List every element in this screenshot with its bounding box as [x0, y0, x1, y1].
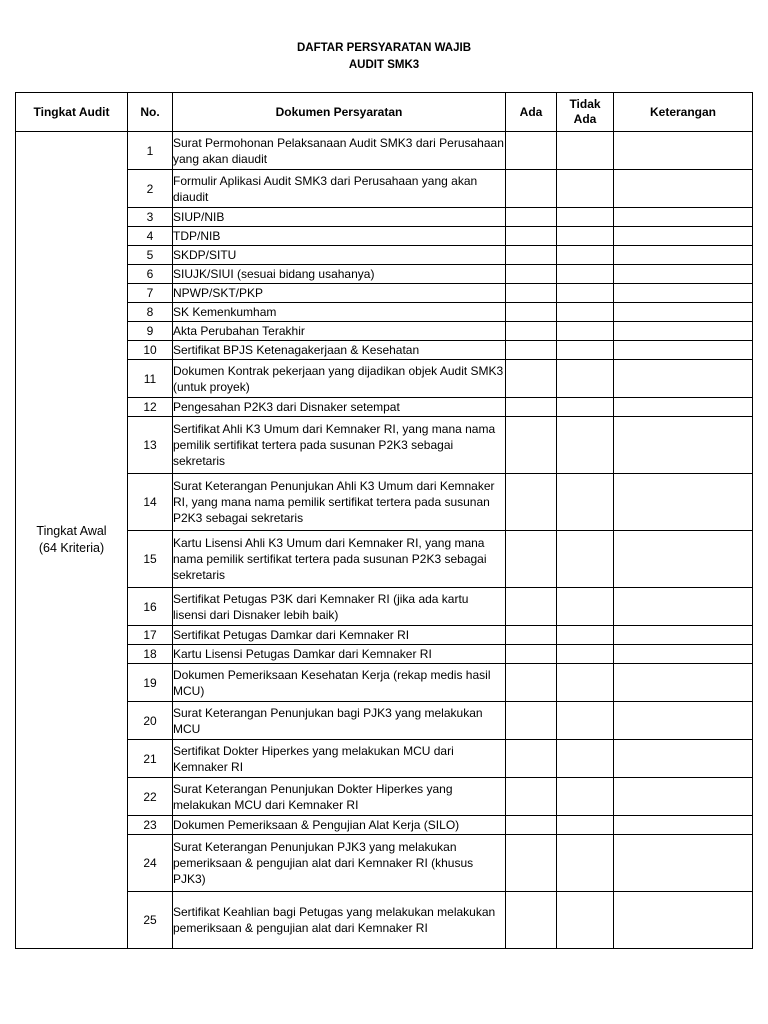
row-document: Surat Keterangan Penunjukan PJK3 yang melakukan pemeriksaan & pengujian alat dari Kemnaker RI (khusus PJK3): [173, 835, 506, 892]
keterangan-cell[interactable]: [614, 398, 753, 417]
keterangan-cell[interactable]: [614, 360, 753, 398]
keterangan-cell[interactable]: [614, 265, 753, 284]
ada-cell[interactable]: [506, 303, 557, 322]
document-title: [0, 40, 768, 74]
keterangan-cell[interactable]: [614, 322, 753, 341]
row-number: 15: [128, 531, 173, 588]
row-number: 12: [128, 398, 173, 417]
tidak-ada-cell[interactable]: [557, 360, 614, 398]
keterangan-cell[interactable]: [614, 626, 753, 645]
keterangan-cell[interactable]: [614, 835, 753, 892]
tidak-ada-cell[interactable]: [557, 626, 614, 645]
row-number: 25: [128, 892, 173, 949]
keterangan-cell[interactable]: [614, 284, 753, 303]
ada-cell[interactable]: [506, 322, 557, 341]
ada-cell[interactable]: [506, 588, 557, 626]
ada-cell[interactable]: [506, 170, 557, 208]
ada-cell[interactable]: [506, 246, 557, 265]
keterangan-cell[interactable]: [614, 227, 753, 246]
header-keterangan: Keterangan: [614, 93, 753, 132]
row-document: SIUP/NIB: [173, 208, 506, 227]
tidak-ada-cell[interactable]: [557, 398, 614, 417]
row-document: Sertifikat Petugas P3K dari Kemnaker RI (jika ada kartu lisensi dari Disnaker lebih baik): [173, 588, 506, 626]
ada-cell[interactable]: [506, 740, 557, 778]
row-document: Surat Keterangan Penunjukan bagi PJK3 yang melakukan MCU: [173, 702, 506, 740]
row-number: 8: [128, 303, 173, 322]
tidak-ada-cell[interactable]: [557, 322, 614, 341]
row-number: 5: [128, 246, 173, 265]
tidak-ada-cell[interactable]: [557, 246, 614, 265]
tidak-ada-cell[interactable]: [557, 588, 614, 626]
header-document: Dokumen Persyaratan: [173, 93, 506, 132]
keterangan-cell[interactable]: [614, 474, 753, 531]
keterangan-cell[interactable]: [614, 170, 753, 208]
row-number: 4: [128, 227, 173, 246]
row-document: Surat Keterangan Penunjukan Ahli K3 Umum dari Kemnaker RI, yang mana nama pemilik sertifikat tertera pada susunan P2K3 sebagai sekretaris: [173, 474, 506, 531]
ada-cell[interactable]: [506, 208, 557, 227]
tidak-ada-cell[interactable]: [557, 645, 614, 664]
ada-cell[interactable]: [506, 417, 557, 474]
ada-cell[interactable]: [506, 284, 557, 303]
keterangan-cell[interactable]: [614, 531, 753, 588]
tidak-ada-cell[interactable]: [557, 778, 614, 816]
tidak-ada-cell[interactable]: [557, 816, 614, 835]
ada-cell[interactable]: [506, 360, 557, 398]
tidak-ada-cell[interactable]: [557, 227, 614, 246]
audit-level-criteria: (64 Kriteria): [38, 541, 105, 555]
audit-level-cell: [16, 132, 128, 949]
keterangan-cell[interactable]: [614, 892, 753, 949]
keterangan-cell[interactable]: [614, 702, 753, 740]
row-number: 13: [128, 417, 173, 474]
row-document: NPWP/SKT/PKP: [173, 284, 506, 303]
row-document: SIUJK/SIUI (sesuai bidang usahanya): [173, 265, 506, 284]
row-document: SKDP/SITU: [173, 246, 506, 265]
keterangan-cell[interactable]: [614, 303, 753, 322]
tidak-ada-cell[interactable]: [557, 303, 614, 322]
row-number: 21: [128, 740, 173, 778]
row-number: 6: [128, 265, 173, 284]
row-document: Kartu Lisensi Ahli K3 Umum dari Kemnaker RI, yang mana nama pemilik sertifikat tertera pada susunan P2K3 sebagai sekretaris: [173, 531, 506, 588]
tidak-ada-cell[interactable]: [557, 702, 614, 740]
table-body: [16, 132, 753, 949]
row-document: TDP/NIB: [173, 227, 506, 246]
row-document: SK Kemenkumham: [173, 303, 506, 322]
row-document: Surat Keterangan Penunjukan Dokter Hiperkes yang melakukan MCU dari Kemnaker RI: [173, 778, 506, 816]
header-row: [16, 93, 753, 132]
row-number: 20: [128, 702, 173, 740]
ada-cell[interactable]: [506, 892, 557, 949]
ada-cell[interactable]: [506, 132, 557, 170]
tidak-ada-cell[interactable]: [557, 892, 614, 949]
ada-cell[interactable]: [506, 626, 557, 645]
row-number: 11: [128, 360, 173, 398]
keterangan-cell[interactable]: [614, 132, 753, 170]
ada-cell[interactable]: [506, 816, 557, 835]
ada-cell[interactable]: [506, 398, 557, 417]
ada-cell[interactable]: [506, 265, 557, 284]
tidak-ada-cell[interactable]: [557, 284, 614, 303]
row-document: Sertifikat BPJS Ketenagakerjaan & Kesehatan: [173, 341, 506, 360]
tidak-ada-cell[interactable]: [557, 170, 614, 208]
keterangan-cell[interactable]: [614, 778, 753, 816]
row-document: Kartu Lisensi Petugas Damkar dari Kemnaker RI: [173, 645, 506, 664]
header-level: Tingkat Audit: [16, 93, 128, 132]
keterangan-cell[interactable]: [614, 588, 753, 626]
tidak-ada-cell[interactable]: [557, 835, 614, 892]
row-number: 16: [128, 588, 173, 626]
title-line-2: AUDIT SMK3: [348, 59, 420, 71]
header-tidak-ada: Tidak Ada: [557, 93, 614, 132]
tidak-ada-cell[interactable]: [557, 341, 614, 360]
keterangan-cell[interactable]: [614, 740, 753, 778]
keterangan-cell[interactable]: [614, 341, 753, 360]
keterangan-cell[interactable]: [614, 208, 753, 227]
row-document: Sertifikat Dokter Hiperkes yang melakukan MCU dari Kemnaker RI: [173, 740, 506, 778]
ada-cell[interactable]: [506, 341, 557, 360]
row-document: Formulir Aplikasi Audit SMK3 dari Perusahaan yang akan diaudit: [173, 170, 506, 208]
row-number: 7: [128, 284, 173, 303]
header-no: No.: [128, 93, 173, 132]
row-number: 9: [128, 322, 173, 341]
keterangan-cell[interactable]: [614, 246, 753, 265]
ada-cell[interactable]: [506, 531, 557, 588]
table-row: [16, 132, 753, 170]
requirements-table: [15, 92, 753, 949]
ada-cell[interactable]: [506, 645, 557, 664]
tidak-ada-cell[interactable]: [557, 531, 614, 588]
row-number: 24: [128, 835, 173, 892]
row-document: Sertifikat Keahlian bagi Petugas yang melakukan melakukan pemeriksaan & pengujian alat dari Kemnaker RI: [173, 892, 506, 949]
tidak-ada-cell[interactable]: [557, 417, 614, 474]
row-document: Dokumen Pemeriksaan Kesehatan Kerja (rekap medis hasil MCU): [173, 664, 506, 702]
row-document: Akta Perubahan Terakhir: [173, 322, 506, 341]
row-number: 10: [128, 341, 173, 360]
title-line-1: DAFTAR PERSYARATAN WAJIB: [297, 42, 471, 54]
row-document: Sertifikat Petugas Damkar dari Kemnaker RI: [173, 626, 506, 645]
ada-cell[interactable]: [506, 702, 557, 740]
row-document: Dokumen Pemeriksaan & Pengujian Alat Kerja (SILO): [173, 816, 506, 835]
keterangan-cell[interactable]: [614, 664, 753, 702]
row-number: 19: [128, 664, 173, 702]
ada-cell[interactable]: [506, 227, 557, 246]
row-document: Dokumen Kontrak pekerjaan yang dijadikan objek Audit SMK3 (untuk proyek): [173, 360, 506, 398]
row-document: Pengesahan P2K3 dari Disnaker setempat: [173, 398, 506, 417]
tidak-ada-cell[interactable]: [557, 132, 614, 170]
tidak-ada-cell[interactable]: [557, 664, 614, 702]
ada-cell[interactable]: [506, 474, 557, 531]
row-document: Surat Permohonan Pelaksanaan Audit SMK3 dari Perusahaan yang akan diaudit: [173, 132, 506, 170]
row-number: 2: [128, 170, 173, 208]
row-number: 23: [128, 816, 173, 835]
audit-level-name: Tingkat Awal: [36, 524, 107, 538]
tidak-ada-cell[interactable]: [557, 740, 614, 778]
row-number: 1: [128, 132, 173, 170]
header-ada: Ada: [506, 93, 557, 132]
keterangan-cell[interactable]: [614, 816, 753, 835]
row-number: 18: [128, 645, 173, 664]
keterangan-cell[interactable]: [614, 645, 753, 664]
tidak-ada-cell[interactable]: [557, 208, 614, 227]
row-number: 14: [128, 474, 173, 531]
ada-cell[interactable]: [506, 835, 557, 892]
keterangan-cell[interactable]: [614, 417, 753, 474]
row-document: Sertifikat Ahli K3 Umum dari Kemnaker RI, yang mana nama pemilik sertifikat tertera pada susunan P2K3 sebagai sekretaris: [173, 417, 506, 474]
tidak-ada-cell[interactable]: [557, 474, 614, 531]
ada-cell[interactable]: [506, 778, 557, 816]
row-number: 3: [128, 208, 173, 227]
row-number: 17: [128, 626, 173, 645]
tidak-ada-cell[interactable]: [557, 265, 614, 284]
row-number: 22: [128, 778, 173, 816]
ada-cell[interactable]: [506, 664, 557, 702]
